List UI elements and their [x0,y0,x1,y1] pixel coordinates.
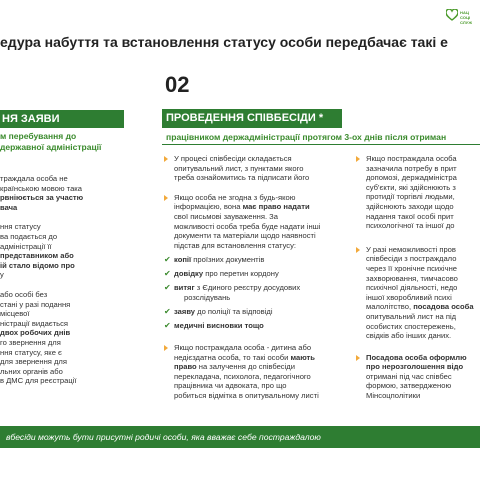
check-icon: ✔ [164,269,171,279]
section-divider [162,144,480,145]
text-line: представником або [0,251,74,261]
text-line: для звернення для [0,357,67,367]
step-02-header: ПРОВЕДЕННЯ СПІВБЕСІДИ * [162,109,342,128]
page-heading: едура набуття та встановлення статусу особи передбачає такі е [0,34,448,50]
text-line: адміністрації її [0,241,52,251]
step-02-body: У процесі співбесіди складається опитувальний лист, з пунктами якого треба ознайомитись та підписати його Якщо особа не згодна з будь-якою інформацією, вона має право надати свої письмові зауваження. За можливості особа треба буде надати інші документи та матеріали щодо наявності підстав для встановлення статусу: ✔ копії проїзних документів ✔ довідку про перетин кордону ✔ витяг з Єдиного реєстру досудових розслідувань ✔ заяву до поліції та відповіді ✔ медичні висновки тощо Якщо постраждала особа - дитина або недієздатна особа, то такі особи мають право на залучення до співбесіди перекладача, психолога, педагогічного працівника чи адвоката, про що робиться відмітка в опитувальному листі [164,154,321,400]
text-line: ння статусу, яке є [0,347,62,357]
text-line: стані у разі подання [0,299,71,309]
text-line: країнською мовою така [0,183,83,193]
logo-text: НАЦ СОЦІ СЛУЖ [460,10,473,25]
text-line: траждала особа не [0,174,68,183]
text-line: в ДМС для реєстрації [0,376,77,386]
bullet-arrow-icon [356,355,360,361]
text-line: вача [0,202,18,212]
bullet-arrow-icon [164,156,168,162]
step-01-header: НЯ ЗАЯВИ [0,110,124,128]
text-line: у [0,270,4,280]
step-02-right-body: Якщо постраждала особа зазначила потребу в прит допомозі, держадміністра суб'єкти, які здійснюють з протидії торгівлі людьми, здійснюють заходи щодо надання такої особі прит психологічної та іншої до У разі неможливості пров співбесіди з постраждало через її хронічне психічне захворювання, тимчасово психічної діяльності, недо іншої хворобливий психі малолітство, посадова особа опитувальний лист на під особистих спостережень, свідків або інших даних. Посадова особа оформлю про нерозголошення відо отримані під час співбес формою, затвердженою Мінсоцполітики [356,154,480,401]
text-line: льних органів або [0,366,63,376]
check-icon: ✔ [164,283,171,293]
bullet-arrow-icon [164,345,168,351]
text-line: місцевої [0,309,30,319]
bullet-arrow-icon [356,247,360,253]
bullet-arrow-icon [356,156,360,162]
text-line: ністрації видається [0,318,69,328]
text-line: ва подається до [0,231,58,241]
text-line: ння статусу [0,222,41,232]
footer-note: вбесіди можуть бути присутні родичі особи, яка вважає себе постраждалою [0,426,480,448]
heart-logo-icon [446,9,458,21]
bullet-arrow-icon [164,195,168,201]
text-line: ій стало відомо про [0,260,75,270]
step-02-subtitle: працівником держадміністрації протягом 3-ох днів після отриман [166,132,447,142]
step-01-subtitle: м перебування до державної адміністрації [0,131,102,152]
step-01-body [0,174,83,386]
text-line: рвніюється за участю [0,193,84,203]
text-line: двох робочих днів [0,328,71,338]
text-line: го звернення для [0,337,61,347]
check-icon: ✔ [164,320,171,330]
agency-logo [446,6,480,34]
check-icon: ✔ [164,255,171,265]
check-icon: ✔ [164,306,171,316]
text-line: або особі без [0,289,48,299]
step-number: 02 [165,72,190,97]
